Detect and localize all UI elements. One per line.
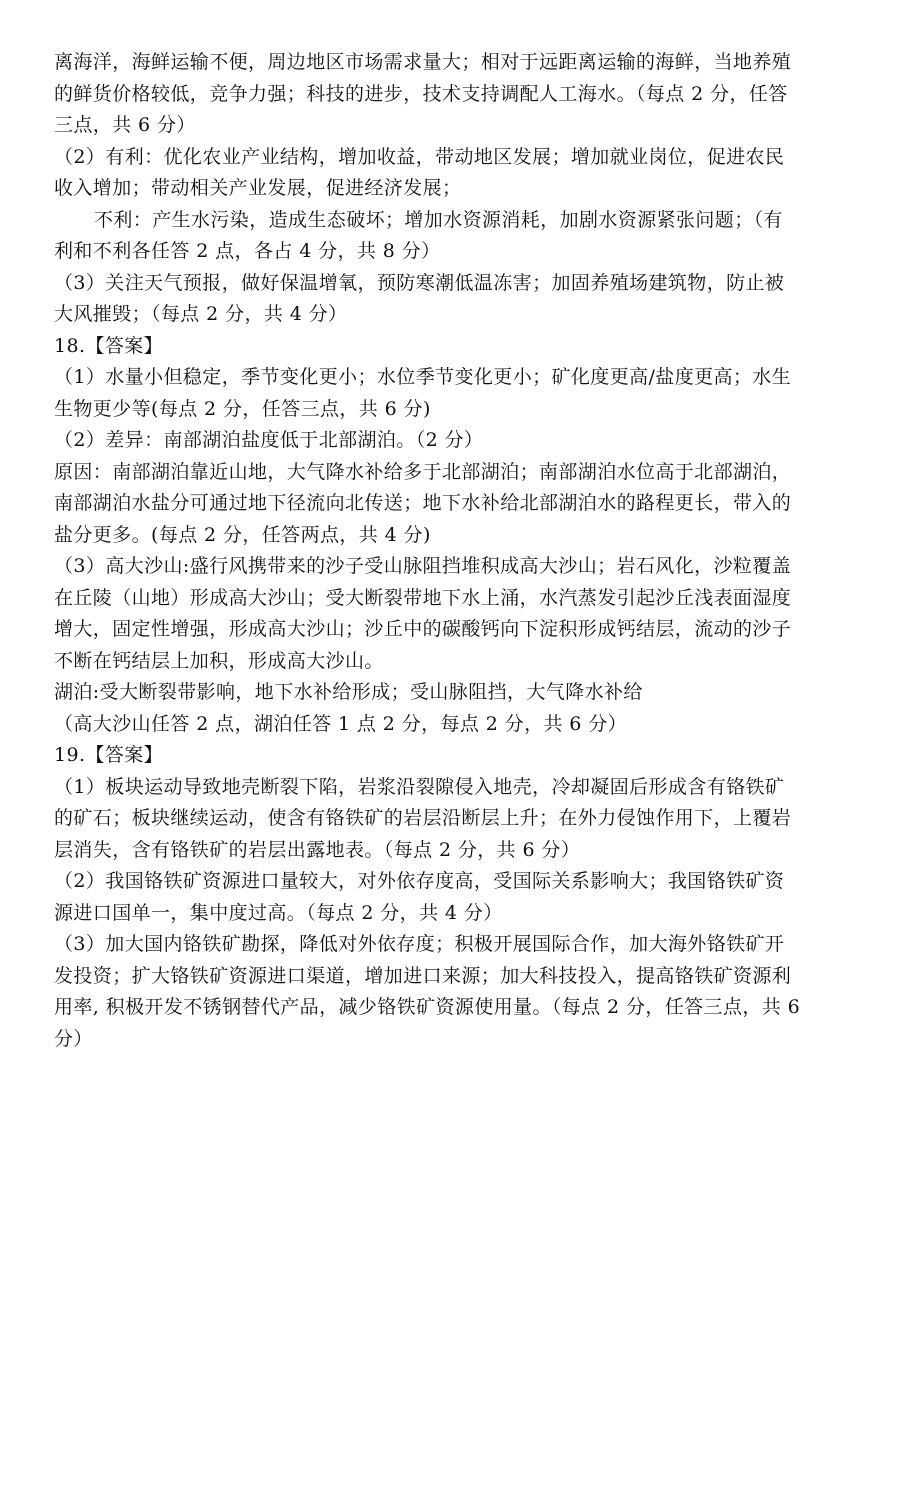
text-line: 收入增加；带动相关产业发展，促进经济发展； — [54, 177, 462, 199]
text-line: 的鲜货价格较低，竞争力强；科技的进步，技术支持调配人工海水。（每点 2 分，任答 — [54, 82, 788, 105]
text-line: （2）我国铬铁矿资源进口量较大，对外依存度高，受国际关系影响大；我国铬铁矿资 — [54, 870, 785, 892]
q19-part2 — [54, 866, 864, 929]
text-line: （3）加大国内铬铁矿勘探，降低对外依存度；积极开展国际合作，加大海外铬铁矿开 — [54, 933, 785, 955]
q19-part1 — [54, 772, 864, 867]
q17-part3 — [54, 268, 864, 331]
text-line: 源进口国单一，集中度过高。（每点 2 分，共 4 分） — [54, 901, 503, 924]
text-line: 三点，共 6 分） — [54, 114, 196, 136]
text-line: （高大沙山任答 2 点，湖泊任答 1 点 2 分，每点 2 分，共 6 分） — [54, 712, 628, 735]
q18-part3-lakes — [54, 677, 864, 740]
text-line: 用率, 积极开发不锈钢替代产品，减少铬铁矿资源使用量。（每点 2 分，任答三点，共 6 — [54, 996, 801, 1018]
text-line: （3）高大沙山:盛行风携带来的沙子受山脉阻挡堆积成高大沙山；岩石风化，沙粒覆盖 — [54, 555, 792, 577]
q18-part1 — [54, 362, 864, 425]
text-line: 不断在钙结层上加积，形成高大沙山。 — [54, 649, 384, 672]
q18-part3 — [54, 551, 864, 677]
text-line: 南部湖泊水盐分可通过地下径流向北传送；地下水补给北部湖泊水的路程更长，带入的 — [54, 492, 792, 514]
text-line: 离海洋，海鲜运输不便，周边地区市场需求量大；相对于远距离运输的海鲜，当地养殖 — [54, 51, 792, 73]
text-line: 原因：南部湖泊靠近山地，大气降水补给多于北部湖泊；南部湖泊水位高于北部湖泊， — [54, 460, 792, 483]
text-line: 发投资；扩大铬铁矿资源进口渠道，增加进口来源；加大科技投入，提高铬铁矿资源利 — [54, 964, 792, 987]
text-line: 层消失，含有铬铁矿的岩层出露地表。（每点 2 分，共 6 分） — [54, 838, 581, 861]
text-line: 不利：产生水污染，造成生态破坏；增加水资源消耗，加剧水资源紧张问题；（有 — [94, 208, 783, 231]
text-line: 生物更少等(每点 2 分，任答三点，共 6 分) — [54, 397, 431, 420]
text-line: （2）差异：南部湖泊盐度低于北部湖泊。（2 分） — [54, 429, 484, 451]
q18-heading: 18.【答案】 — [54, 334, 164, 357]
text-line: （3）关注天气预报，做好保温增氧，预防寒潮低温冻害；加固养殖场建筑物，防止被 — [54, 271, 785, 294]
q19-heading: 19.【答案】 — [54, 744, 164, 766]
answer-key-page — [54, 47, 864, 1055]
q18-part2 — [54, 425, 864, 457]
text-line: （2）有利：优化农业产业结构，增加收益，带动地区发展；增加就业岗位，促进农民 — [54, 145, 785, 168]
q17-part1-continuation — [54, 47, 864, 142]
q18-part2-reasons — [54, 457, 864, 552]
q19-part3 — [54, 929, 864, 1055]
text-line: 增大，固定性增强，形成高大沙山；沙丘中的碳酸钙向下淀积形成钙结层，流动的沙子 — [54, 618, 792, 640]
text-line: 的矿石；板块继续运动，使含有铬铁矿的岩层沿断层上升；在外力侵蚀作用下，上覆岩 — [54, 807, 792, 829]
text-line: 盐分更多。(每点 2 分，任答两点，共 4 分) — [54, 523, 431, 546]
text-line: 大风摧毁；（每点 2 分，共 4 分） — [54, 303, 348, 325]
q17-part2-advantages — [54, 142, 864, 205]
text-line: 分） — [54, 1027, 93, 1050]
text-line: （1）水量小但稳定，季节变化更小；水位季节变化更小；矿化度更高/盐度更高；水生 — [54, 366, 792, 388]
text-line: 在丘陵（山地）形成高大沙山；受大断裂带地下水上涌，水汽蒸发引起沙丘浅表面湿度 — [54, 586, 792, 609]
text-line: （1）板块运动导致地壳断裂下陷，岩浆沿裂隙侵入地壳，冷却凝固后形成含有铬铁矿 — [54, 775, 785, 798]
text-line: 湖泊:受大断裂带影响，地下水补给形成；受山脉阻挡，大气降水补给 — [54, 681, 643, 703]
text-line: 利和不利各任答 2 点，各占 4 分，共 8 分） — [54, 240, 441, 262]
q17-part2-disadvantages — [54, 205, 864, 268]
